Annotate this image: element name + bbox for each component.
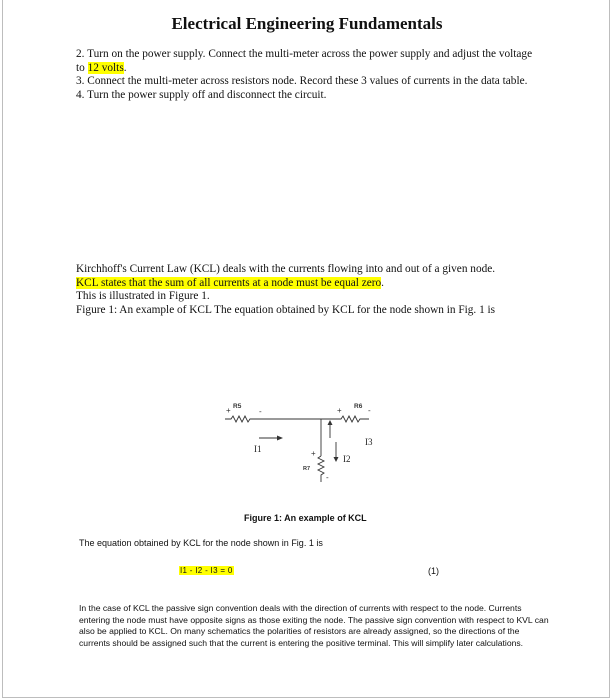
arrow-i2-head (334, 457, 339, 462)
resistor-r5 (225, 416, 253, 422)
kcl-definition: Kirchhoff's Current Law (KCL) deals with the currents flowing into and out of a given node. (76, 263, 496, 275)
r5-minus-sign: - (259, 407, 262, 416)
step-2 (76, 48, 536, 75)
equation-intro: The equation obtained by KCL for the node shown in Fig. 1 is (79, 538, 323, 548)
kcl-circuit-diagram (223, 392, 403, 488)
step-3: 3. Connect the multi-meter across resistors node. Record these 3 values of currents in the data table. (76, 75, 528, 87)
arrow-i1-head (277, 436, 283, 441)
page-title: Electrical Engineering Fundamentals (171, 14, 443, 33)
arrow-i3-head (328, 420, 333, 425)
closing-paragraph: In the case of KCL the passive sign convention deals with the direction of currents with respect to the node. Currents entering the node must have opposite signs as those exiting the node. The passive sign convention with respect to KVL can also be applied to KCL. On many schematics the polarities of resistors are already assigned, so the directions of the currents should be assigned such that the current is entering the positive terminal. This will simplify later calculations. (79, 603, 549, 648)
kcl-statement (76, 277, 546, 291)
kcl-statement-highlight: KCL states that the sum of all currents at a node must be equal zero (76, 276, 382, 289)
kcl-section (76, 263, 546, 317)
voltage-highlight: 12 volts (87, 61, 124, 74)
step-2-text: 2. Turn on the power supply. Connect the multi-meter across the power supply and adjust the voltage to (76, 48, 533, 74)
kcl-statement-end: . (381, 276, 384, 289)
r5-plus-sign: + (226, 406, 231, 415)
step-4: 4. Turn the power supply off and disconnect the circuit. (76, 88, 327, 101)
r7-minus-sign: - (326, 473, 329, 482)
document-page (2, 0, 610, 698)
label-i1: I1 (254, 444, 262, 454)
resistor-r7 (318, 456, 324, 482)
procedure-steps (76, 48, 536, 102)
label-i2: I2 (343, 454, 351, 464)
kcl-illustration-note: This is illustrated in Figure 1. (76, 290, 210, 302)
step-2-end: . (123, 61, 127, 74)
label-r7: R7 (303, 466, 311, 472)
figure-caption: Figure 1: An example of KCL (244, 513, 367, 523)
kcl-figure-reference: Figure 1: An example of KCL The equation obtained by KCL for the node shown in Fig. 1 is (76, 303, 496, 316)
resistor-r6 (325, 416, 369, 422)
label-r5: R5 (233, 403, 242, 410)
r6-plus-sign: + (337, 406, 342, 415)
r7-plus-sign: + (311, 449, 316, 458)
r6-minus-sign: - (368, 406, 371, 415)
label-r6: R6 (354, 403, 363, 410)
label-i3: I3 (365, 437, 373, 447)
kcl-equation: I1 - I2 - I3 = 0 (180, 566, 233, 575)
equation-number: (1) (428, 566, 439, 576)
